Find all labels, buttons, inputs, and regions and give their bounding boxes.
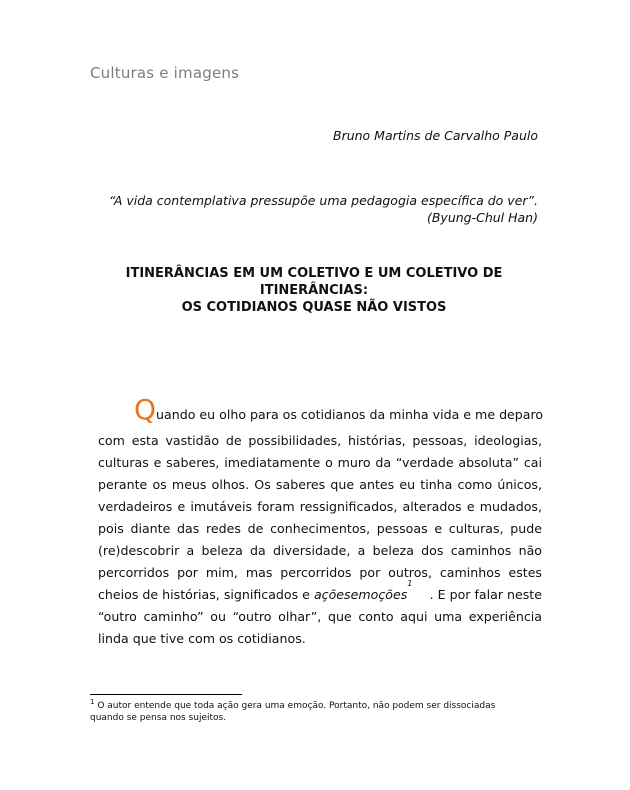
title-line-3: OS COTIDIANOS QUASE NÃO VISTOS bbox=[181, 300, 447, 315]
epigraph bbox=[109, 192, 538, 226]
body-line-11: linda que tive com os cotidianos. bbox=[98, 631, 306, 646]
body-line-9 bbox=[98, 579, 542, 606]
footnote-text-1: O autor entende que toda ação gera uma emoção. Portanto, não podem ser dissociadas bbox=[97, 701, 496, 711]
footnote-line-1 bbox=[90, 700, 530, 712]
epigraph-quote: “A vida contemplativa pressupõe uma pedagogia específica do ver”. bbox=[108, 193, 538, 208]
author-name: Bruno Martins de Carvalho Paulo bbox=[333, 128, 538, 143]
epigraph-source: (Byung-Chul Han) bbox=[426, 210, 538, 225]
body-line-9-end: . E por falar neste bbox=[429, 587, 542, 602]
body-line-8: percorridos por mim, mas percorridos por outros, caminhos estes bbox=[98, 565, 542, 580]
body-line-4: perante os meus olhos. Os saberes que antes eu tinha como únicos, bbox=[98, 477, 542, 492]
body-line-1 bbox=[98, 390, 542, 430]
footnote-line-2: quando se pensa nos sujeitos. bbox=[90, 713, 227, 723]
body-line-7: (re)descobrir a beleza da diversidade, a beleza dos caminhos não bbox=[98, 543, 542, 558]
footnote-separator bbox=[90, 694, 242, 695]
drop-cap: Q bbox=[134, 393, 157, 426]
running-header: Culturas e imagens bbox=[90, 64, 240, 82]
body-line-2: com esta vastidão de possibilidades, histórias, pessoas, ideologias, bbox=[98, 433, 542, 448]
body-line-1-text: uando eu olho para os cotidianos da minha vida e me deparo bbox=[156, 407, 544, 422]
footnote bbox=[90, 700, 530, 724]
body-line-9-italic: açõesemoções bbox=[313, 587, 408, 602]
article-title bbox=[90, 265, 538, 316]
title-line-2: ITINERÂNCIAS: bbox=[259, 283, 369, 298]
title-line-1: ITINERÂNCIAS EM UM COLETIVO E UM COLETIVO DE bbox=[125, 266, 503, 281]
body-line-3: culturas e saberes, imediatamente o muro da “verdade absoluta” cai bbox=[98, 455, 542, 470]
footnote-reference-link[interactable]: 1 bbox=[407, 579, 413, 588]
body-line-9-start: cheios de histórias, significados e bbox=[98, 587, 314, 602]
body-line-5: verdadeiros e imutáveis foram ressignificados, alterados e mudados, bbox=[98, 499, 542, 514]
body-line-10: “outro caminho” ou “outro olhar”, que conto aqui uma experiência bbox=[98, 609, 542, 624]
body-paragraph bbox=[98, 390, 542, 650]
footnote-mark: 1 bbox=[90, 698, 95, 706]
body-line-6: pois diante das redes de conhecimentos, pessoas e culturas, pude bbox=[98, 521, 542, 536]
